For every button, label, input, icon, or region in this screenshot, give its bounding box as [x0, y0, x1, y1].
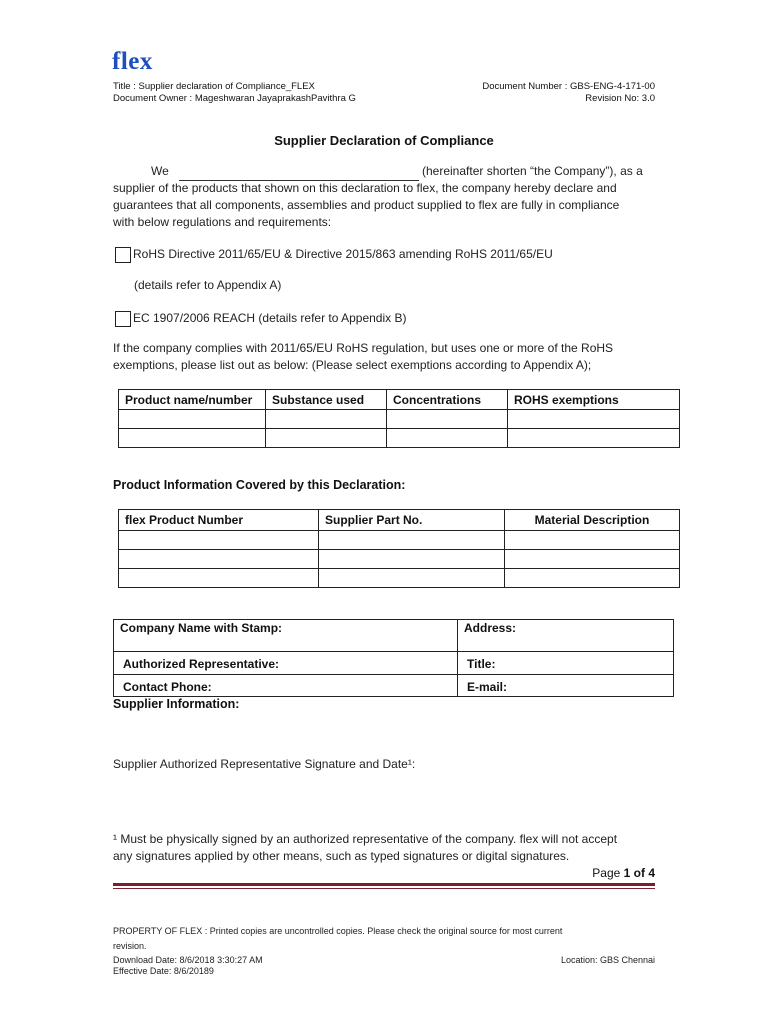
page-total: 4	[648, 866, 655, 880]
intro-rest: (hereinafter shorten “the Company”), as a	[422, 164, 643, 178]
table-cell[interactable]	[119, 531, 319, 550]
table-cell[interactable]	[505, 550, 680, 569]
table-cell[interactable]	[119, 410, 266, 429]
table-row	[119, 569, 680, 588]
intro-we: We	[151, 164, 169, 178]
table-header: flex Product Number	[119, 510, 319, 531]
document-title: Title : Supplier declaration of Compliance_FLEX	[113, 81, 315, 92]
table-cell[interactable]	[387, 410, 508, 429]
property-notice: PROPERTY OF FLEX : Printed copies are uncontrolled copies. Please check the original source for most current	[113, 926, 563, 936]
table-cell[interactable]	[266, 429, 387, 448]
property-notice-cont: revision.	[113, 941, 147, 951]
product-info-table	[118, 509, 680, 588]
footer-rule-thick	[113, 883, 655, 886]
page-current: 1	[623, 866, 631, 880]
product-info-heading: Product Information Covered by this Declaration:	[113, 478, 406, 492]
title-label: Title:	[467, 657, 496, 671]
table-row	[119, 410, 680, 429]
intro-line-4: with below regulations and requirements:	[113, 215, 332, 229]
intro-line-3: guarantees that all components, assemblies and product supplied to flex are fully in compliance	[113, 198, 620, 212]
table-cell[interactable]	[505, 531, 680, 550]
table-cell[interactable]	[505, 569, 680, 588]
table-header: Material Description	[505, 510, 680, 531]
exemption-text-2: exemptions, please list out as below: (Please select exemptions according to Appendix A);	[113, 358, 592, 372]
page-prefix: Page	[592, 866, 624, 880]
supplier-info-heading: Supplier Information:	[113, 697, 240, 711]
effective-date: Effective Date: 8/6/20189	[113, 966, 214, 976]
document-number: Document Number : GBS-ENG-4-171-00	[482, 81, 655, 92]
table-cell[interactable]	[119, 569, 319, 588]
table-header: Concentrations	[387, 390, 508, 410]
table-header: Product name/number	[119, 390, 266, 410]
footer-rule-thin	[113, 888, 655, 889]
representative-label: Authorized Representative:	[123, 657, 280, 671]
signature-label: Supplier Authorized Representative Signature and Date¹:	[113, 757, 416, 771]
flex-logo: flex	[112, 48, 153, 75]
table-cell[interactable]	[266, 410, 387, 429]
table-cell[interactable]	[319, 531, 505, 550]
contact-phone-label: Contact Phone:	[123, 680, 212, 694]
table-row	[119, 531, 680, 550]
company-info-box	[113, 619, 674, 697]
table-cell[interactable]	[119, 550, 319, 569]
table-cell[interactable]	[508, 410, 680, 429]
table-cell[interactable]	[387, 429, 508, 448]
table-header: Supplier Part No.	[319, 510, 505, 531]
company-info-divider	[457, 620, 458, 696]
page-of: of	[630, 866, 649, 880]
table-row	[119, 429, 680, 448]
rohs-note: (details refer to Appendix A)	[134, 278, 282, 292]
table-header: Substance used	[266, 390, 387, 410]
table-row	[119, 550, 680, 569]
company-info-rule	[114, 674, 673, 675]
footnote-line-1: ¹ Must be physically signed by an authorized representative of the company. flex will not accept	[113, 832, 618, 846]
download-date: Download Date: 8/6/2018 3:30:27 AM	[113, 955, 263, 965]
table-cell[interactable]	[319, 569, 505, 588]
reach-checkbox[interactable]	[115, 311, 131, 327]
rohs-label: RoHS Directive 2011/65/EU & Directive 2015/863 amending RoHS 2011/65/EU	[133, 247, 553, 261]
page-title: Supplier Declaration of Compliance	[274, 133, 494, 148]
footnote-line-2: any signatures applied by other means, such as typed signatures or digital signatures.	[113, 849, 570, 863]
page-number	[592, 866, 655, 880]
table-cell[interactable]	[508, 429, 680, 448]
table-cell[interactable]	[119, 429, 266, 448]
company-name-label: Company Name with Stamp:	[120, 621, 283, 635]
rohs-checkbox[interactable]	[115, 247, 131, 263]
document-owner: Document Owner : Mageshwaran JayaprakashPavithra G	[113, 93, 356, 104]
company-info-rule	[114, 651, 673, 652]
revision-number: Revision No: 3.0	[585, 93, 655, 104]
intro-line-2: supplier of the products that shown on this declaration to flex, the company hereby declare and	[113, 181, 617, 195]
exemption-text-1: If the company complies with 2011/65/EU RoHS regulation, but uses one or more of the RoHS	[113, 341, 614, 355]
rohs-exemptions-table	[118, 389, 680, 448]
table-cell[interactable]	[319, 550, 505, 569]
table-header: ROHS exemptions	[508, 390, 680, 410]
address-label: Address:	[464, 621, 517, 635]
location: Location: GBS Chennai	[560, 955, 655, 965]
email-label: E-mail:	[467, 680, 508, 694]
reach-label: EC 1907/2006 REACH (details refer to Appendix B)	[133, 311, 407, 325]
